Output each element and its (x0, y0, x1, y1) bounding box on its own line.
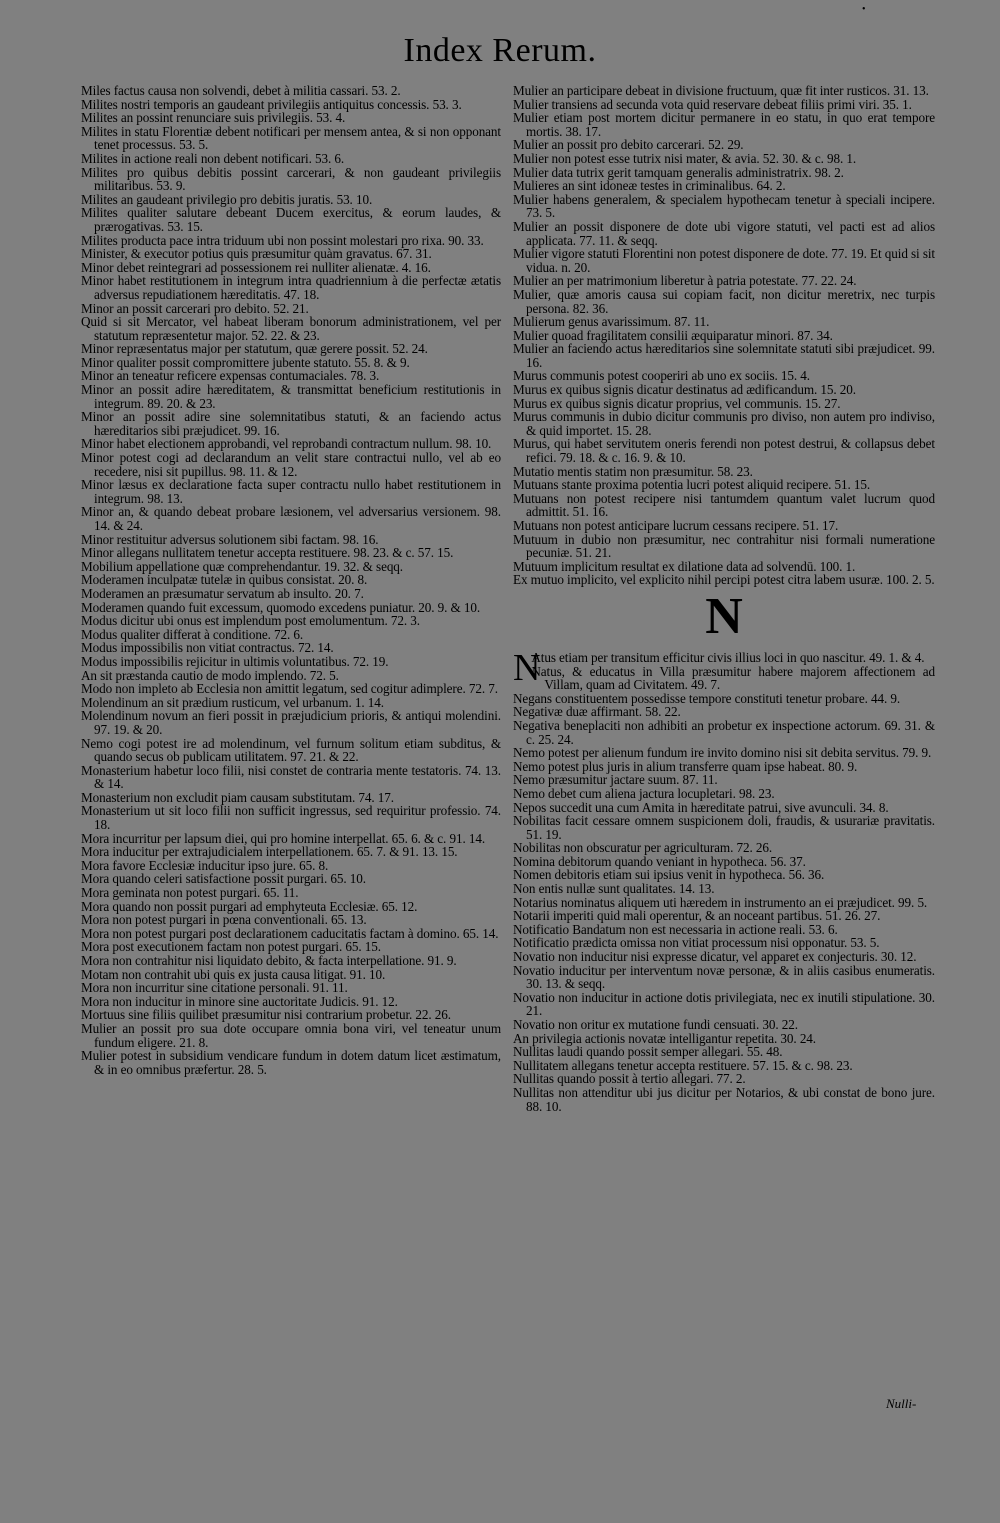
index-entry: Minor læsus ex declaratione facta super contractu nullo habet restitutionem in integrum. 98. 13. (81, 477, 501, 506)
index-entry: Minor qualiter possit compromittere jubente statuto. 55. 8. & 9. (81, 354, 410, 370)
index-entry: Ex mutuo implicito, vel explicito nihil percipi potest citra labem usuræ. 100. 2. 5. (513, 572, 935, 588)
index-entry: Nomen debitoris etiam sui ipsius venit in hypotheca. 56. 36. (513, 867, 825, 883)
index-entry: Mora non potest purgari post declarationem caducitatis factam à domino. 65. 14. (81, 925, 499, 941)
index-entry: Mora non inducitur in minore sine auctoritate Judicis. 91. 12. (81, 993, 398, 1009)
index-entry: Novatio inducitur per interventum novæ personæ, & in aliis casibus enumeratis. 30. 13. & seqq. (513, 962, 935, 992)
index-entry: Minor debet reintegrari ad possessionem rei nulliter alienatæ. 4. 16. (81, 259, 431, 275)
index-entry: Novatio non oritur ex mutatione fundi censuati. 30. 22. (513, 1017, 798, 1032)
index-entry: Natus, & educatus in Villa præsumitur habere majorem affectionem ad Villam, quam ad Civitatem. 49. 7. (531, 663, 935, 693)
index-entry: Milites in actione reali non debent notificari. 53. 6. (81, 150, 345, 166)
index-entry: Mulier an per matrimonium liberetur à patria potestate. 77. 22. 24. (513, 273, 857, 289)
index-entry: Monasterium habetur loco filii, nisi constet de contraria mente testatoris. 74. 13. & 14. (81, 762, 501, 792)
index-entry: Mora geminata non potest purgari. 65. 11. (81, 885, 299, 901)
index-entry: Minor habet electionem approbandi, vel reprobandi contractum nullum. 98. 10. (81, 436, 492, 452)
index-entry: Milites nostri temporis an gaudeant privilegiis antiquitus concessis. 53. 3. (81, 96, 462, 112)
index-entry: Minor an possit adire sine solemnitatibus statuti, & an faciendo actus hæreditarios sibi præjudicet. 99. 16. (81, 409, 501, 438)
index-entry: Molendinum an sit prædium rusticum, vel urbanum. 1. 14. (81, 694, 384, 710)
drop-cap: N (513, 646, 541, 689)
index-entry: Minor an possit adire hæreditatem, & transmittat beneficium restitutionis in integrum. 89. 20. & 23. (81, 382, 501, 411)
index-entry: Minor an possit carcerari pro debito. 52. 21. (81, 300, 309, 316)
index-entry: Milites qualiter salutare debeant Ducem exercitus, & eorum laudes, & prærogativas. 53. 15. (81, 205, 501, 234)
index-entry: Nemo cogi potest ire ad molendinum, vel furnum solitum etiam subditus, & quando secus ob publicam utilitatem. 97. 21. & 22. (81, 735, 501, 765)
index-entry: Milites producta pace intra triduum ubi non possint molestari pro rixa. 90. 33. (81, 232, 484, 248)
index-entry: Mora post executionem factam non potest purgari. 65. 15. (81, 939, 381, 955)
right-column (513, 84, 935, 1113)
index-entry: Minor allegans nullitatem tenetur accepta restituere. 98. 23. & c. 57. 15. (81, 545, 454, 561)
index-entry: Molendinum novum an fieri possit in præjudicium prioris, & antiqui molendini. 97. 19. & 20. (81, 708, 501, 737)
index-entry: Notarii imperiti quid mali operentur, & an noceant partibus. 51. 26. 27. (513, 908, 881, 924)
index-entry: Novatio non inducitur in actione dotis privilegiata, nec ex inutili stipulatione. 30. 21. (513, 989, 935, 1019)
index-entry: Mutuans stante proxima potentia lucri potest aliquid recipere. 51. 15. (513, 477, 871, 493)
index-entry: Nemo præsumitur jactare suum. 87. 11. (513, 772, 718, 788)
index-entry: Mulier non potest esse tutrix nisi mater, & avia. 52. 30. & c. 98. 1. (513, 150, 857, 166)
index-entry: Mora quando celeri satisfactione possit purgari. 65. 10. (81, 871, 366, 887)
index-entry: Mutuans non potest recipere nisi tantumdem quantum valet lucrum quod admittit. 51. 16. (513, 490, 935, 520)
index-entry: Mulier quoad fragilitatem consilii æquiparatur minori. 87. 34. (513, 327, 833, 343)
index-entry: Nobilitas facit cessare omnem suspicionem doli, fraudis, & usurariæ pravitatis. 51. 19. (513, 813, 935, 842)
index-entry: Mulier data tutrix gerit tamquam generalis administratrix. 98. 2. (513, 164, 844, 180)
index-entry: Minor potest cogi ad declarandum an velit stare contractui nullo, vel ab eo recedere, nisi sit pupillus. 98. 11. & 12. (81, 450, 501, 479)
index-entry: Minor an teneatur reficere expensas contumaciales. 78. 3. (81, 368, 380, 384)
index-entry: Modus impossibilis rejicitur in ultimis voluntatibus. 72. 19. (81, 653, 389, 669)
index-entry: Mora favore Ecclesiæ inducitur ipso jure. 65. 8. (81, 857, 329, 873)
index-entry: Mulier an faciendo actus hæreditarios sine solemnitate statuti sibi præjudicet. 99. 16. (513, 341, 935, 370)
index-entry: Murus communis potest cooperiri ab uno ex sociis. 15. 4. (513, 368, 810, 384)
index-entry: Motam non contrahit ubi quis ex justa causa litigat. 91. 10. (81, 966, 386, 982)
index-entry: Negativæ duæ affirmant. 58. 22. (513, 704, 681, 720)
index-entry: Mulier vigore statuti Florentini non potest disponere de dote. 77. 19. Et quid si sit vidua. n. 20. (513, 246, 935, 275)
index-entry: Minor repræsentatus major per statutum, quæ gerere possit. 52. 24. (81, 341, 428, 357)
index-entry: Mulier etiam post mortem dicitur permanere in eo statu, in quo erat tempore mortis. 38. 17. (513, 110, 935, 139)
index-entry: Murus ex quibus signis dicatur proprius, vel communis. 15. 27. (513, 395, 841, 411)
index-entry: Notificatio prædicta omissa non vitiat processum nisi opponatur. 53. 5. (513, 935, 880, 951)
index-entry: Nullitas laudi quando possit semper allegari. 55. 48. (513, 1044, 783, 1060)
n-first-text: Atus etiam per transitum efficitur civis illius loci in quo nascitur. 49. 1. & 4. (531, 649, 925, 665)
index-entry: Nepos succedit una cum Amita in hæreditate patrui, sive avunculi. 34. 8. (513, 799, 889, 815)
index-entry: Murus, qui habet servitutem oneris ferendi non potest destrui, & collapsus debet refici. 79. 18. & c. 16. 9. & 10. (513, 436, 935, 466)
index-entry: Mora non potest purgari in pœna conventionali. 65. 13. (81, 912, 367, 928)
index-entry: Modo non impleto ab Ecclesia non amittit legatum, sed cogitur adimplere. 72. 7. (81, 681, 498, 697)
index-entry: Notificatio Bandatum non est necessaria in actione reali. 53. 6. (513, 921, 838, 937)
index-entry: Moderamen an præsumatur servatum ab insulto. 20. 7. (81, 585, 364, 601)
index-entry: Mulier, quæ amoris causa sui copiam facit, non dicitur meretrix, nec turpis persona. 82. 36. (513, 286, 935, 316)
index-entry: Milites an possint renunciare suis privilegiis. 53. 4. (81, 110, 346, 126)
index-entry: Mobilium appellatione quæ comprehendantur. 19. 32. & seqq. (81, 558, 404, 574)
index-entry: Milites an gaudeant privilegio pro debitis juratis. 53. 10. (81, 191, 373, 207)
index-entry: Modus qualiter differat à conditione. 72. 6. (81, 626, 304, 642)
index-entry: Mortuus sine filiis quilibet præsumitur nisi contrarium probetur. 22. 26. (81, 1007, 451, 1023)
corner-mark: • (862, 4, 866, 15)
index-entry: Mora quando non possit purgari ad emphyteuta Ecclesiæ. 65. 12. (81, 898, 418, 914)
section-letter-n: N (705, 587, 743, 645)
index-entry: Notarius nominatus aliquem uti hæredem in instrumento an ei præjudicet. 99. 5. (513, 894, 928, 910)
index-entry: Murus communis in dubio dicitur communis pro diviso, non autem pro indiviso, & quid importet. 15. 28. (513, 409, 935, 438)
index-entry: Moderamen quando fuit excessum, quomodo excedens puniatur. 20. 9. & 10. (81, 599, 481, 615)
index-entry: Mora inducitur per extrajudicialem interpellationem. 65. 7. & 91. 13. 15. (81, 844, 458, 860)
index-entry: Nemo potest plus juris in alium transferre quam ipse habeat. 80. 9. (513, 758, 858, 774)
index-entry: Minor an, & quando debeat probare læsionem, vel adversarius versionem. 98. 14. & 24. (81, 504, 501, 533)
left-column (81, 84, 501, 1076)
index-entry: Quid si sit Mercator, vel habeat liberam bonorum administrationem, vel per statutum repræsentetur major. 52. 22. & 23. (81, 314, 501, 343)
index-entry: Mulier habens generalem, & specialem hypothecam tenetur à speciali incipere. 73. 5. (513, 191, 935, 221)
index-entry: Nemo potest per alienum fundum ire invito domino nisi sit debita servitus. 79. 9. (513, 745, 932, 761)
index-entry: Mulierum genus avarissimum. 87. 11. (513, 314, 710, 330)
index-entry: Modus dicitur ubi onus est implendum post emolumentum. 72. 3. (81, 613, 420, 629)
index-entry: Nomina debitorum quando veniant in hypotheca. 56. 37. (513, 853, 806, 869)
index-entry: Novatio non inducitur nisi expresse dicatur, vel apparet ex conjecturis. 30. 12. (513, 949, 917, 965)
index-entry: Milites pro quibus debitis possint carcerari, & non gaudeant privilegiis militaribus. 53. 9. (81, 164, 501, 194)
index-entry: Monasterium ut sit loco filii non sufficit ingressus, sed requiritur professio. 74. 18. (81, 803, 501, 833)
index-entry: Negans constituentem possedisse tempore constituti tenetur probare. 44. 9. (513, 690, 901, 706)
catchword: Nulli- (886, 1396, 917, 1411)
index-entry: Nullitas non attenditur ubi jus dicitur per Notarios, & ubi constat de bono jure. 88. 10. (513, 1084, 935, 1114)
index-entry: Mora non contrahitur nisi liquidato debito, & facta interpellatione. 91. 9. (81, 953, 457, 968)
index-entry: Milites in statu Florentiæ debent notificari per mensem antea, & si non opponant tenet processus. 53. 5. (81, 123, 501, 153)
index-entry: Negativa beneplaciti non adhibiti an probetur ex inspectione actorum. 69. 31. & c. 25. 24. (513, 717, 935, 747)
n-entries (513, 665, 935, 1114)
m-entries (513, 84, 935, 587)
page-title: Index Rerum. (403, 32, 597, 69)
index-entry: Nullitatem allegans tenetur accepta restituere. 57. 15. & c. 98. 23. (513, 1057, 853, 1073)
index-entry: An privilegia actionis novatæ intelligantur repetita. 30. 24. (513, 1030, 817, 1046)
index-entry: Mulier an participare debeat in divisione fructuum, quæ fit inter rusticos. 31. 13. (513, 83, 929, 98)
index-entry: Mulier transiens ad secunda vota quid reservare debeat filiis primi viri. 35. 1. (513, 96, 912, 112)
index-entry: Mora non incurritur sine citatione personali. 91. 11. (81, 980, 348, 996)
index-entry: Nemo debet cum aliena jactura locupletari. 98. 23. (513, 785, 775, 801)
index-entry: Mora incurritur per lapsum diei, qui pro homine interpellat. 65. 6. & c. 91. 14. (81, 830, 486, 846)
index-entry: Minister, & executor potius quis præsumitur quàm gravatus. 67. 31. (81, 246, 432, 262)
index-entry: Modus impossibilis non vitiat contractus. 72. 14. (81, 640, 334, 656)
index-entry: Minor habet restitutionem in integrum intra quadriennium à die perfectæ ætatis adversus repudiationem hæreditatis. 47. 18. (81, 273, 501, 302)
index-entry: Mulier an possit disponere de dote ubi vigore statuti, vel pacti est ad alios applicata. 77. 11. & seqq. (513, 218, 935, 248)
index-entry: Mulier potest in subsidium vendicare fundum in dotem datum licet æstimatum, & in eo omnibus præfertur. 28. 5. (81, 1048, 501, 1077)
index-entry: Mulieres an sint idoneæ testes in criminalibus. 64. 2. (513, 178, 786, 194)
index-entry: Mutuans non potest anticipare lucrum cessans recipere. 51. 17. (513, 518, 839, 533)
index-entry: Monasterium non excludit piam causam substitutam. 74. 17. (81, 789, 394, 805)
index-entry: Miles factus causa non solvendi, debet à militia cassari. 53. 2. (81, 83, 401, 98)
index-entry: Nobilitas non obscuratur per agriculturam. 72. 26. (513, 840, 773, 856)
index-entry: Mutuum in dubio non præsumitur, nec contrahitur nisi formali numeratione pecuniæ. 51. 21. (513, 531, 935, 561)
index-entry: An sit præstanda cautio de modo implendo. 72. 5. (81, 667, 339, 683)
index-entry: Mulier an possit pro sua dote occupare omnia bona viri, vel teneatur unum fundum eligere. 21. 8. (81, 1020, 501, 1050)
index-entry: Non entis nullæ sunt qualitates. 14. 13. (513, 881, 715, 897)
index-entry: Mutuum implicitum resultat ex dilatione data ad solvendū. 100. 1. (513, 558, 856, 574)
index-entry: Minor restituitur adversus solutionem sibi factam. 98. 16. (81, 531, 379, 547)
index-entry: Moderamen inculpatæ tutelæ in quibus consistat. 20. 8. (81, 572, 368, 588)
index-entry: Nullitas quando possit à tertio allegari. 77. 2. (513, 1071, 746, 1087)
index-entry: Mulier an possit pro debito carcerari. 52. 29. (513, 137, 744, 153)
index-entry: Murus ex quibus signis dicatur destinatus ad ædificandum. 15. 20. (513, 382, 856, 398)
index-entry: Mutatio mentis statim non præsumitur. 58. 23. (513, 463, 753, 479)
